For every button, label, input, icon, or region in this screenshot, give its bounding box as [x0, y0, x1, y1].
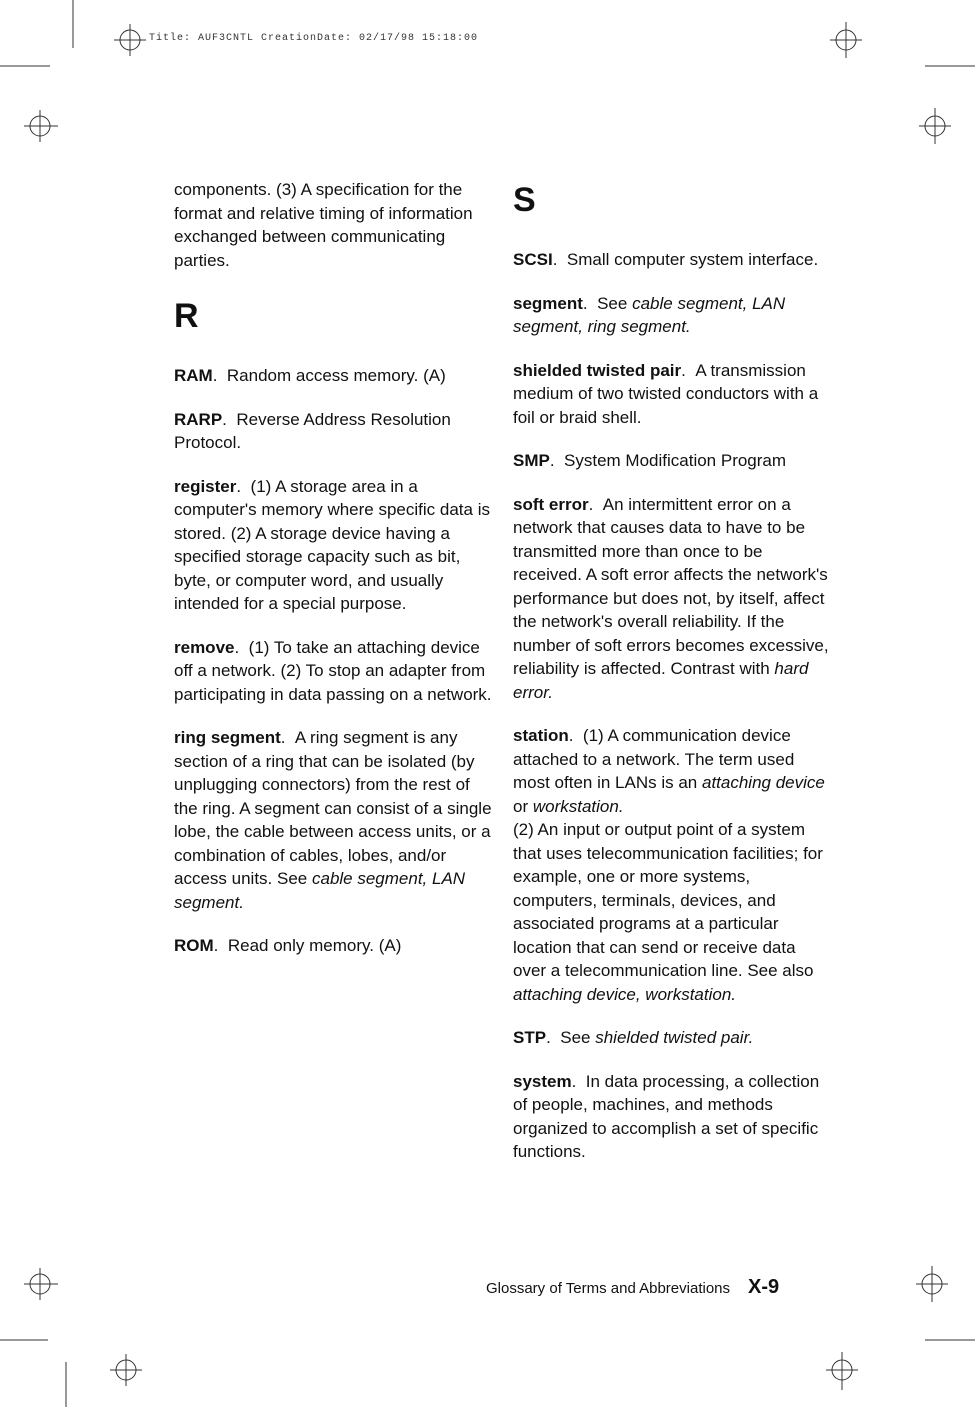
glossary-entry-system: system. In data processing, a collection of people, machines, and methods organized to accomplish a set of specific functions.	[513, 1071, 820, 1161]
cross-reference: attaching device	[702, 773, 825, 792]
glossary-entry-rom: ROM. Read only memory. (A)	[174, 936, 402, 955]
glossary-definition: (1) To take an attaching device off a network. (2) To stop an adapter from participating in data passing on a network.	[174, 637, 492, 704]
glossary-definition: A ring segment is any section of a ring that can be isolated (by unplugging connectors) from the rest of the ring. A segment can consist of a single lobe, the cable between access units, or a combination of cables, lobes, and/or access units. See	[174, 728, 492, 888]
registration-mark-bottom-right	[826, 1352, 858, 1390]
glossary-entry-station: station. (1) A communication device attached to a network. The term used most often in LANs is an attaching device or workstation. (2) An input or output point of a system that uses telecommunication facilities; for example, one or more systems, computers, terminals, devices, and associated programs at a particular location that can send or receive data over a telecommunication line. See also attaching device, workstation.	[513, 726, 825, 1004]
glossary-definition: An intermittent error on a network that causes data to have to be transmitted more than once to be received. A soft error affects the network's performance but does not, by itself, affect the network's overall reliability. If the number of soft errors becomes excessive, reliability is affected. Contrast with	[513, 494, 829, 678]
cross-reference: attaching device, workstation.	[513, 984, 737, 1004]
cross-reference: shielded twisted pair.	[595, 1028, 754, 1047]
registration-mark-top-left	[114, 24, 146, 56]
left-column	[174, 178, 494, 978]
registration-mark-top-right	[830, 22, 862, 58]
page-number: X-9	[748, 1276, 780, 1298]
registration-mark-right-upper	[919, 108, 951, 144]
glossary-term: remove	[174, 637, 235, 657]
registration-mark-left-upper	[24, 110, 58, 142]
right-column	[513, 180, 833, 1184]
glossary-entry-soft-error: soft error. An intermittent error on a network that causes data to have to be transmitted more than once to be received. A soft error affects the network's performance but does not, by itself, affect the network's overall reliability. If the number of soft errors becomes excessive, reliability is affected. Contrast with hard error.	[513, 494, 829, 702]
glossary-term: station	[513, 726, 569, 745]
glossary-term: SCSI	[513, 250, 553, 269]
registration-mark-right-lower	[916, 1266, 948, 1302]
glossary-entry-scsi: SCSI. Small computer system interface.	[513, 250, 819, 269]
glossary-definition: Random access memory. (A)	[226, 366, 446, 385]
glossary-entry-remove: remove. (1) To take an attaching device off a network. (2) To stop an adapter from participating in data passing on a network.	[174, 637, 492, 704]
cross-reference: cable segment, LAN segment, ring segment.	[513, 293, 786, 336]
cross-reference: hard error.	[513, 659, 809, 702]
glossary-definition: Reverse Address Resolution Protocol.	[174, 409, 451, 452]
section-letter-r: R	[174, 297, 199, 335]
glossary-definition: See	[560, 1028, 591, 1047]
glossary-definition: (1) A communication device attached to a network. The term used most often in LANs is an	[513, 726, 795, 792]
section-letter-s: S	[513, 181, 536, 219]
glossary-entry-shielded-twisted-pair: shielded twisted pair. A transmission medium of two twisted conductors with a foil or braid shell.	[513, 360, 819, 427]
glossary-term: STP	[513, 1028, 547, 1047]
glossary-entry-ring-segment: ring segment. A ring segment is any section of a ring that can be isolated (by unplugging connectors) from the rest of the ring. A segment can consist of a single lobe, the cable between access units, or a combination of cables, lobes, and/or access units. See cable segment, LAN segment.	[174, 728, 492, 912]
glossary-term: register	[174, 476, 237, 496]
glossary-definition: A transmission medium of two twisted conductors with a foil or braid shell.	[513, 360, 819, 427]
print-header: Title: AUF3CNTL CreationDate: 02/17/98 15:18:00	[149, 33, 479, 44]
glossary-term: ring segment	[174, 728, 281, 747]
glossary-term: shielded twisted pair	[513, 360, 682, 380]
glossary-definition: (2) An input or output point of a system that uses telecommunication facilities; for example, one or more systems, computers, terminals, devices, and associated programs at a particular location that can send or receive data over a telecommunication line. See also	[513, 820, 823, 980]
glossary-definition: See	[597, 293, 628, 313]
glossary-term: RAM	[174, 366, 213, 385]
glossary-term: ROM	[174, 936, 214, 955]
glossary-term: SMP	[513, 451, 550, 470]
glossary-term: system	[513, 1071, 572, 1091]
glossary-entry-segment: segment. See cable segment, LAN segment, ring segment.	[513, 293, 786, 336]
conjunction: or	[513, 796, 529, 816]
cross-reference: cable segment, LAN segment.	[174, 869, 466, 912]
continuation-text: components. (3) A specification for the format and relative timing of information exchanged between communicating parties.	[174, 180, 473, 270]
glossary-definition: System Modification Program	[564, 451, 787, 470]
glossary-term: RARP	[174, 409, 223, 429]
glossary-entry-smp: SMP. System Modification Program	[513, 451, 787, 470]
glossary-entry-stp: STP. See shielded twisted pair.	[513, 1028, 754, 1047]
registration-mark-left-lower	[24, 1268, 58, 1300]
cross-reference: workstation.	[532, 796, 624, 816]
glossary-definition: In data processing, a collection of people, machines, and methods organized to accomplish a set of specific functions.	[513, 1071, 820, 1161]
glossary-definition: Read only memory. (A)	[227, 936, 402, 955]
glossary-entry-ram: RAM. Random access memory. (A)	[174, 366, 446, 385]
glossary-term: soft error	[513, 494, 589, 514]
page-footer	[486, 1276, 779, 1299]
glossary-definition: Small computer system interface.	[566, 250, 819, 269]
registration-mark-bottom-left	[110, 1354, 142, 1386]
footer-section-title: Glossary of Terms and Abbreviations	[486, 1280, 731, 1297]
glossary-definition: (1) A storage area in a computer's memory where specific data is stored. (2) A storage device having a specified storage capacity such as bit, byte, or computer word, and usually intended for a special purpose.	[174, 476, 490, 613]
glossary-entry-register: register. (1) A storage area in a computer's memory where specific data is stored. (2) A storage device having a specified storage capacity such as bit, byte, or computer word, and usually intended for a special purpose.	[174, 476, 490, 613]
glossary-term: segment	[513, 293, 583, 313]
glossary-entry-rarp: RARP. Reverse Address Resolution Protocol.	[174, 409, 451, 452]
